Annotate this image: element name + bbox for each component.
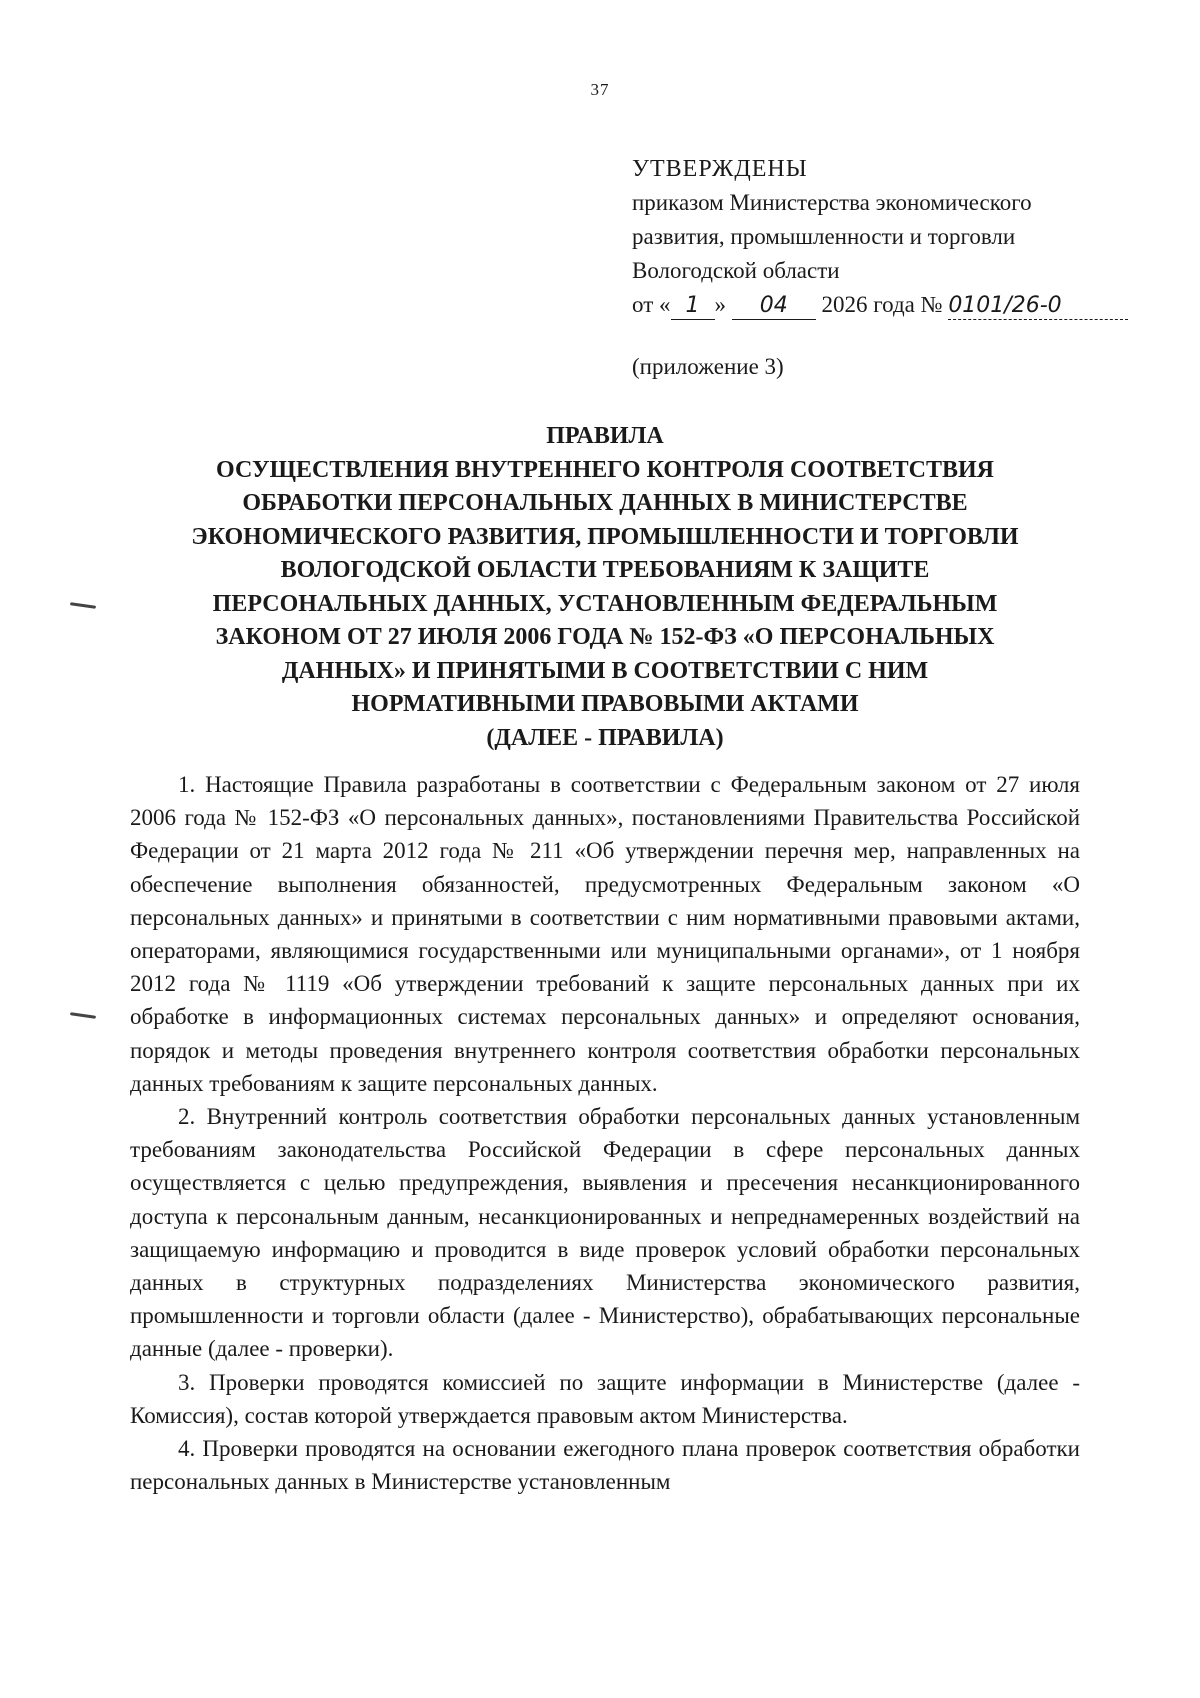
heading-line: НОРМАТИВНЫМИ ПРАВОВЫМИ АКТАМИ [351, 691, 859, 717]
approval-date-line [632, 288, 1152, 322]
heading-line: ДАННЫХ» И ПРИНЯТЫМИ В СООТВЕТСТВИИ С НИМ [281, 657, 929, 684]
approval-line-2: развития, промышленности и торговли [632, 224, 1016, 249]
approval-line-3: Вологодской области [632, 258, 840, 283]
year-text: 2026 года № [821, 292, 943, 317]
heading-line: ЭКОНОМИЧЕСКОГО РАЗВИТИЯ, ПРОМЫШЛЕННОСТИ И ТОРГОВЛИ [191, 523, 1019, 550]
heading-line: ОБРАБОТКИ ПЕРСОНАЛЬНЫХ ДАННЫХ В МИНИСТЕРСТВЕ [242, 490, 968, 516]
heading-line: ЗАКОНОМ ОТ 27 ИЮЛЯ 2006 ГОДА № 152-ФЗ «О ПЕРСОНАЛЬНЫХ [215, 624, 995, 650]
heading-line: ВОЛОГОДСКОЙ ОБЛАСТИ ТРЕБОВАНИЯМ К ЗАЩИТЕ [280, 557, 930, 583]
approval-stamp [632, 152, 1152, 322]
page-number: 37 [590, 80, 610, 99]
paragraph: 1. Настоящие Правила разработаны в соответствии с Федеральным законом от 27 июля 2006 года № 152-ФЗ «О персональных данных», постановлениями Правительства Российской Федерации от 21 марта 2012 года № 211 «Об утверждении перечня мер, направленных на обеспечение выполнения обязанностей, предусмотренных Федеральным законом «О персональных данных» и принятыми в соответствии с ним нормативными правовыми актами, операторами, являющимися государственными или муниципальными органами», от 1 ноября 2012 года № 1119 «Об утверждении требований к защите персональных данных при их обработке в информационных системах персональных данных» и определяют основания, порядок и методы проведения внутреннего контроля соответствия обработки персональных данных требованиям к защите персональных данных. [130, 772, 1080, 1096]
heading-line: (ДАЛЕЕ - ПРАВИЛА) [486, 724, 724, 751]
document-body [130, 768, 1080, 1498]
document-heading [130, 420, 1080, 755]
heading-line: ОСУЩЕСТВЛЕНИЯ ВНУТРЕННЕГО КОНТРОЛЯ СООТВЕТСТВИЯ [216, 456, 994, 483]
paragraph: 2. Внутренний контроль соответствия обработки персональных данных установленным требованиям законодательства Российской Федерации в сфере персональных данных осуществляется с целью предупреждения, выявления и пресечения несанкционированного доступа к персональным данным, несанкционированных и непреднамеренных воздействий на защищаемую информацию и проводится в виде проверок условий обработки персональных данных в структурных подразделениях Министерства экономического развития, промышленности и торговли области (далее - Министерство), обрабатывающих персональные данные (далее - проверки). [130, 1104, 1080, 1362]
margin-pen-mark [70, 602, 96, 609]
date-mid: » [714, 292, 726, 317]
heading-line: ПЕРСОНАЛЬНЫХ ДАННЫХ, УСТАНОВЛЕННЫМ ФЕДЕРАЛЬНЫМ [212, 590, 998, 617]
approval-line-1: приказом Министерства экономического [632, 190, 1032, 215]
paragraph: 3. Проверки проводятся комиссией по защите информации в Министерстве (далее - Комиссия), состав которой утверждается правовым актом Министерства. [130, 1369, 1080, 1428]
heading-line: ПРАВИЛА [546, 423, 664, 449]
appendix-label: (приложение 3) [632, 354, 784, 379]
handwritten-day: 1 [671, 293, 715, 320]
date-prefix: от « [632, 292, 671, 317]
paragraph: 4. Проверки проводятся на основании ежегодного плана проверок соответствия обработки персональных данных в Министерстве установленным [130, 1436, 1080, 1495]
approval-title: УТВЕРЖДЕНЫ [632, 156, 808, 182]
margin-pen-mark [70, 1012, 96, 1019]
handwritten-order-number: 0101/26-0 [948, 293, 1128, 320]
handwritten-month: 04 [732, 293, 816, 320]
